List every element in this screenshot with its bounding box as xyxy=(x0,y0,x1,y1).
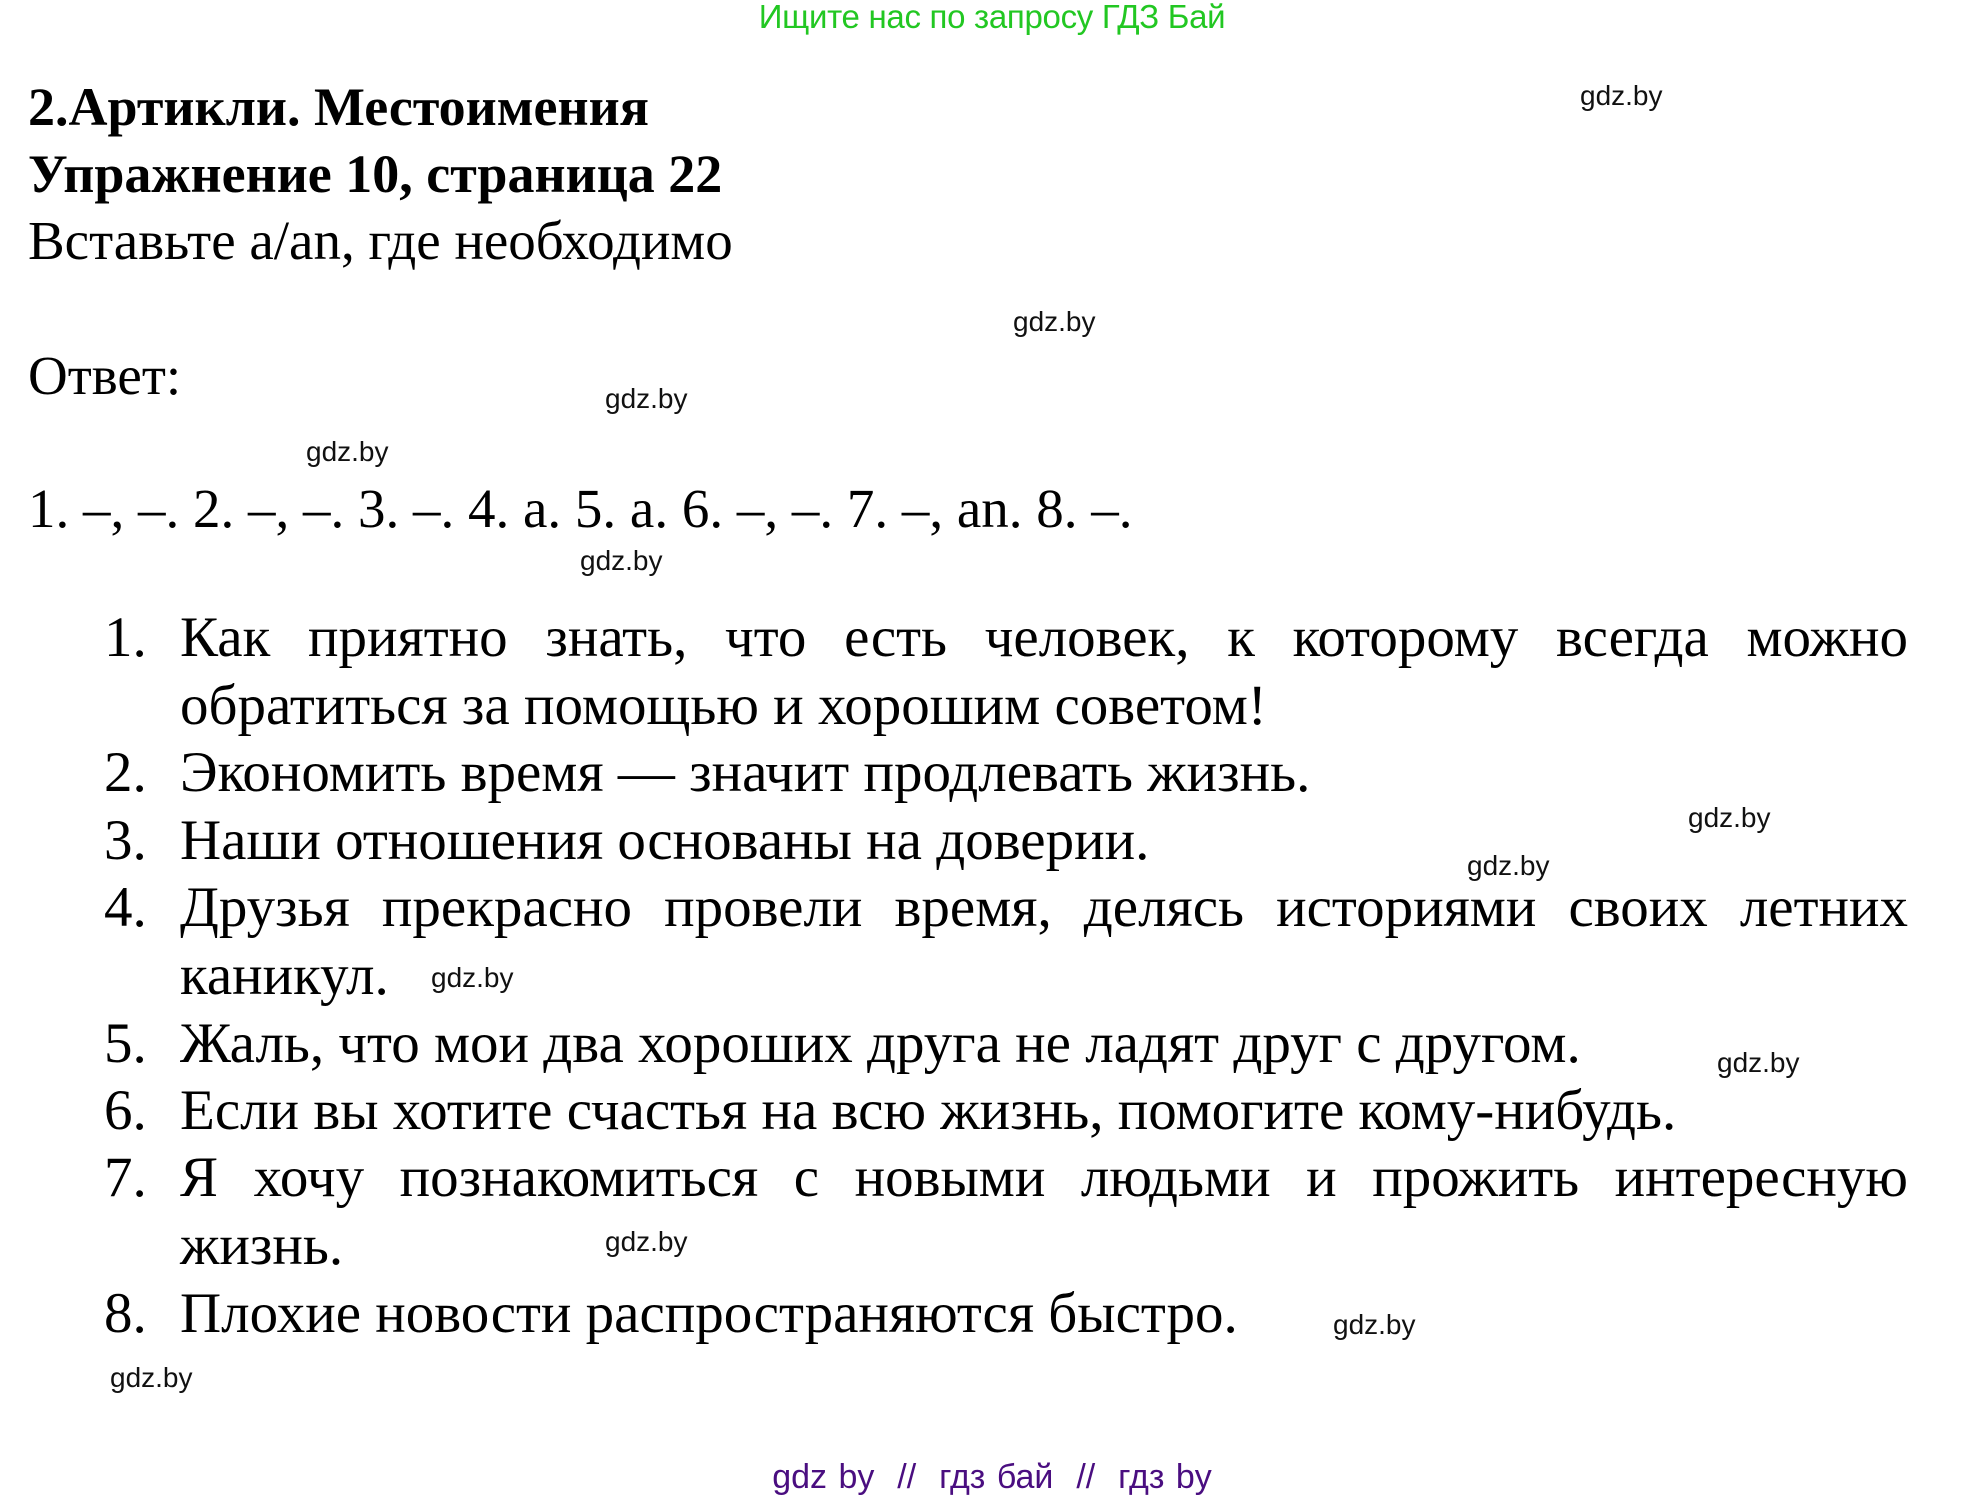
short-answers: 1. –, –. 2. –, –. 3. –. 4. a. 5. a. 6. –, –. 7. –, an. 8. –. xyxy=(28,478,1133,539)
list-text-line: Экономить время — значит продлевать жизнь. xyxy=(180,741,1311,804)
list-text-line: Если вы хотите счастья на всю жизнь, помогите кому-нибудь. xyxy=(180,1079,1677,1142)
list-number: 4. xyxy=(104,876,147,939)
list-text-line: Я хочу познакомиться с новыми людьми и прожить интересную xyxy=(180,1146,1908,1209)
watermark: gdz.by xyxy=(1688,802,1771,833)
answer-label: Ответ: xyxy=(28,345,182,406)
watermark: gdz.by xyxy=(605,1226,688,1257)
list-number: 2. xyxy=(104,741,147,804)
list-text-line: Наши отношения основаны на доверии. xyxy=(180,809,1150,872)
watermark: gdz.by xyxy=(1717,1047,1800,1078)
exercise-title: Упражнение 10, страница 22 xyxy=(28,144,723,204)
watermark: gdz.by xyxy=(1333,1309,1416,1340)
watermark: gdz.by xyxy=(431,962,514,993)
list-text-line: Друзья прекрасно провели время, делясь историями своих летних xyxy=(180,876,1908,939)
watermark: gdz.by xyxy=(306,436,389,467)
exercise-instruction: Вставьте a/an, где необходимо xyxy=(28,210,733,271)
list-number: 8. xyxy=(104,1282,147,1345)
watermark: gdz.by xyxy=(1580,80,1663,111)
watermark: gdz.by xyxy=(110,1362,193,1393)
footer-links: gdz by // гдз бай // гдз by xyxy=(772,1458,1212,1496)
watermark: gdz.by xyxy=(605,383,688,414)
promo-banner-top: Ищите нас по запросу ГДЗ Бай xyxy=(758,0,1226,35)
list-number: 5. xyxy=(104,1012,147,1075)
list-text-line: Жаль, что мои два хороших друга не ладят друг с другом. xyxy=(180,1012,1581,1075)
list-text-line: Как приятно знать, что есть человек, к которому всегда можно xyxy=(180,606,1908,669)
list-text-line: обратиться за помощью и хорошим советом! xyxy=(180,674,1267,737)
list-number: 1. xyxy=(104,606,147,669)
list-text-line: жизнь. xyxy=(180,1214,344,1277)
list-number: 3. xyxy=(104,809,147,872)
list-text-line: Плохие новости распространяются быстро. xyxy=(180,1282,1238,1345)
list-text-line: каникул. xyxy=(180,944,389,1007)
watermark: gdz.by xyxy=(1467,850,1550,881)
watermark: gdz.by xyxy=(1013,306,1096,337)
chapter-title: 2.Артикли. Местоимения xyxy=(28,77,649,137)
watermark: gdz.by xyxy=(580,545,663,576)
list-number: 7. xyxy=(104,1146,147,1209)
list-number: 6. xyxy=(104,1079,147,1142)
